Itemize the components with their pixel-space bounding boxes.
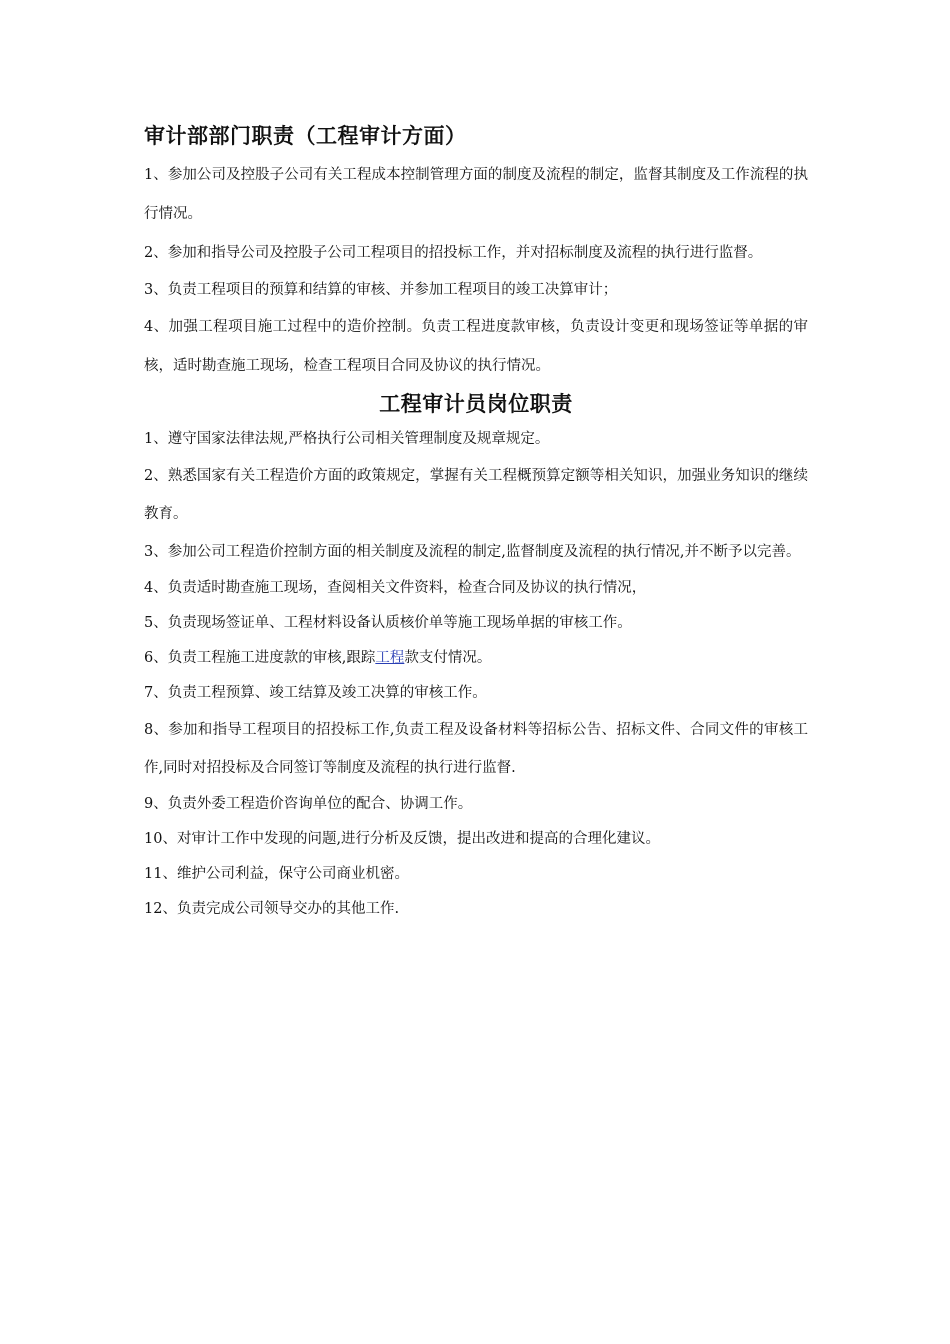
auditor-duties-section: [144, 386, 808, 927]
document-content: [144, 118, 808, 927]
auditor-duty-item: 7、负责工程预算、竣工结算及竣工决算的审核工作。: [144, 685, 487, 701]
department-duty-item: 1、参加公司及控股子公司有关工程成本控制管理方面的制度及流程的制定，监督其制度及工作流程的执行情况。: [144, 167, 808, 222]
auditor-duty-item: 5、负责现场签证单、工程材料设备认质核价单等施工现场单据的审核工作。: [144, 615, 632, 631]
auditor-duty-item: 3、参加公司工程造价控制方面的相关制度及流程的制定,监督制度及流程的执行情况,并不断予以完善。: [144, 544, 801, 560]
department-duty-item: 4、加强工程项目施工过程中的造价控制。负责工程进度款审核，负责设计变更和现场签证等单据的审核，适时勘查施工现场，检查工程项目合同及协议的执行情况。: [144, 319, 808, 374]
auditor-duty-item: 4、负责适时勘查施工现场，查阅相关文件资料，检查合同及协议的执行情况，: [144, 580, 647, 596]
auditor-duty-item-text-after: 款支付情况。: [404, 650, 492, 666]
auditor-duty-item: 12、负责完成公司领导交办的其他工作.: [144, 901, 400, 917]
department-duty-item: 2、参加和指导公司及控股子公司工程项目的招投标工作，并对招标制度及流程的执行进行监督。: [144, 245, 763, 261]
project-link[interactable]: 工程: [375, 650, 405, 666]
auditor-duty-item: [144, 641, 808, 676]
department-duty-item: 3、负责工程项目的预算和结算的审核、并参加工程项目的竣工决算审计；: [144, 282, 618, 298]
auditor-duty-item-text-before: 6、负责工程施工进度款的审核,跟踪: [144, 650, 376, 666]
auditor-duty-item: 2、熟悉国家有关工程造价方面的政策规定，掌握有关工程概预算定额等相关知识，加强业务知识的继续教育。: [144, 468, 808, 522]
auditor-duties-title: 工程审计员岗位职责: [379, 392, 573, 416]
auditor-duty-item: 1、遵守国家法律法规,严格执行公司相关管理制度及规章规定。: [144, 431, 550, 447]
department-duties-section: [144, 118, 808, 386]
auditor-duty-item: 8、参加和指导工程项目的招投标工作,负责工程及设备材料等招标公告、招标文件、合同文件的审核工作,同时对招投标及合同签订等制度及流程的执行进行监督.: [144, 722, 808, 776]
auditor-duty-item: 11、维护公司利益，保守公司商业机密。: [144, 866, 409, 882]
auditor-duty-item: 10、对审计工作中发现的问题,进行分析及反馈，提出改进和提高的合理化建议。: [144, 831, 661, 847]
department-duties-title: 审计部部门职责（工程审计方面）: [144, 124, 467, 148]
auditor-duty-item: 9、负责外委工程造价咨询单位的配合、协调工作。: [144, 796, 473, 812]
